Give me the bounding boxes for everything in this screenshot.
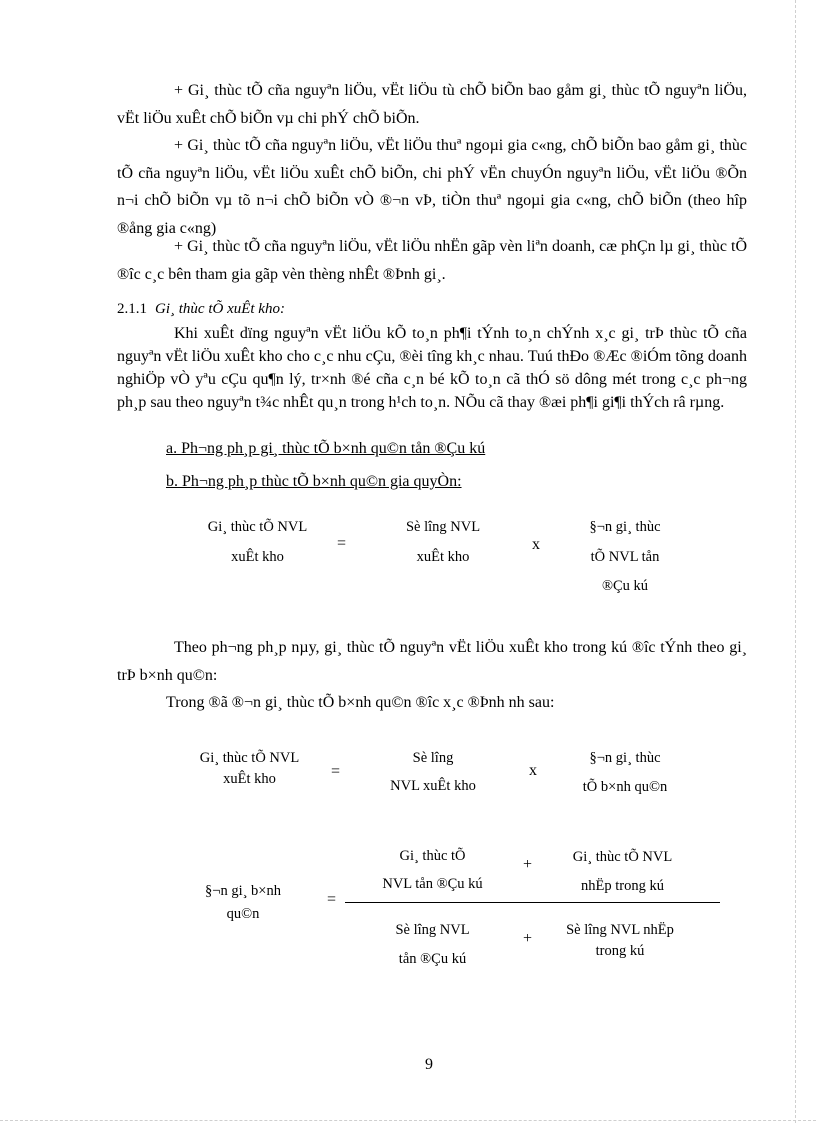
formula-1-equals: = (337, 535, 347, 552)
formula-3-den-b-line1: Sè lîng NVL nhËp (566, 922, 674, 938)
formula-3-num-b-line1: Gi¸ thùc tÕ NVL (572, 849, 673, 865)
formula-2-equals: = (331, 763, 341, 780)
formula-1-term2-line3: ®Çu kú (601, 578, 649, 594)
page-edge-right (795, 0, 796, 1123)
formula-2-lhs-line2: xuÊt kho (223, 771, 276, 787)
formula-2-term2-line2: tÕ b×nh qu©n (582, 779, 668, 795)
formula-3-den-a-line2: tån ®Çu kú (398, 951, 467, 967)
formula-1-term2-line1: §¬n gi¸ thùc (589, 519, 661, 535)
method-b-heading: b. Ph¬ng ph¸p thùc tÕ b×nh qu©n gia quyÒn: (166, 473, 462, 490)
formula-2-times: x (529, 762, 537, 779)
formula-1-lhs-line1: Gi¸ thùc tÕ NVL (207, 519, 308, 535)
formula-1-times: x (532, 536, 540, 553)
formula-3-num-a-line1: Gi¸ thùc tÕ (399, 848, 466, 864)
formula-2-term1-line2: NVL xuÊt kho (390, 778, 476, 794)
formula-3-num-b-line2: nhËp trong kú (581, 878, 664, 894)
formula-2-term2-line1: §¬n gi¸ thùc (589, 750, 661, 766)
section-heading (117, 300, 285, 318)
paragraph-unit-price-intro: Trong ®ã ®¬n gi¸ thùc tÕ b×nh qu©n ®îc x¸c ®Þnh nh sau: (166, 694, 555, 711)
formula-3-num-plus: + (523, 856, 533, 873)
page-edge-bottom (0, 1120, 816, 1121)
section-number: 2.1.1 (117, 301, 147, 317)
formula-3-equals: = (327, 891, 337, 908)
formula-3-den-a-line1: Sè lîng NVL (395, 922, 470, 938)
paragraph-weighted-average: Theo ph¬ng ph¸p nµy, gi¸ thùc tÕ nguyªn vËt liÖu xuÊt kho trong kú ®îc tÝnh theo gi¸ trÞ b×nh qu©n: (117, 639, 747, 684)
formula-1-term1-line1: Sè lîng NVL (405, 519, 481, 535)
paragraph-self-processed: + Gi¸ thùc tÕ cña nguyªn liÖu, vËt liÖu tù chÕ biÕn bao gåm gi¸ thùc tÕ nguyªn liÖu, vËt liÖu xuÊt chÕ biÕn vµ chi phÝ chÕ biÕn. (117, 82, 747, 127)
formula-3-fraction-bar (345, 902, 720, 903)
paragraph-outsourced-processing: + Gi¸ thùc tÕ cña nguyªn liÖu, vËt liÖu thuª ngoµi gia c«ng, chÕ biÕn bao gåm gi¸ thùc tÕ cña nguyªn liÖu, vËt liÖu xuÊt chÕ biÕn, chi phÝ vËn chuyÓn nguyªn liÖu, vËt liÖu ®Õn n¬i chÕ biÕn vµ tõ n¬i chÕ biÕn vÒ ®¬n vÞ, tiÒn thuª ngoµi gia c«ng, chÕ biÕn (theo hîp ®ång gia c«ng) (117, 137, 747, 237)
formula-3-num-a-line2: NVL tån ®Çu kú (382, 876, 483, 892)
section-title: Gi¸ thùc tÕ xuÊt kho: (155, 301, 285, 317)
formula-1-term2-line2: tÕ NVL tån (590, 549, 660, 565)
formula-1-lhs-line2: xuÊt kho (231, 549, 284, 565)
formula-2-lhs-line1: Gi¸ thùc tÕ NVL (199, 750, 300, 766)
formula-3-lhs-line1: §¬n gi¸ b×nh (205, 883, 281, 899)
formula-3-den-plus: + (523, 930, 533, 947)
formula-2-term1-line1: Sè lîng (412, 750, 454, 766)
method-a-heading: a. Ph¬ng ph¸p gi¸ thùc tÕ b×nh qu©n tån ®Çu kú (166, 440, 486, 457)
paragraph-issue-valuation: Khi xuÊt dïng nguyªn vËt liÖu kÕ to¸n ph¶i tÝnh to¸n chÝnh x¸c gi¸ trÞ thùc tÕ cña nguyªn vËt liÖu xuÊt kho cho c¸c nhu cÇu, ®èi tîng kh¸c nhau. Tuú thÐo ®Æc ®iÓm tõng doanh nghiÖp vÒ yªu cÇu qu¶n lý, tr×nh ®é cña c¸n bé kÕ to¸n cã thÓ sö dông mét trong c¸c ph¬ng ph¸p sau theo nguyªn t¾c nhÊt qu¸n trong h¹ch to¸n. NÕu cã thay ®æi ph¶i gi¶i thÝch râ rµng. (117, 325, 747, 411)
page-number: 9 (425, 1056, 433, 1073)
formula-3-lhs-line2: qu©n (226, 906, 260, 922)
paragraph-capital-contribution: + Gi¸ thùc tÕ cña nguyªn liÖu, vËt liÖu nhËn gãp vèn liªn doanh, cæ phÇn lµ gi¸ thùc tÕ ®îc c¸c bên tham gia gãp vèn thèng nhÊt ®Þnh gi¸. (117, 238, 747, 283)
formula-3-den-b-line2: trong kú (595, 943, 645, 959)
formula-1-term1-line2: xuÊt kho (416, 549, 470, 565)
